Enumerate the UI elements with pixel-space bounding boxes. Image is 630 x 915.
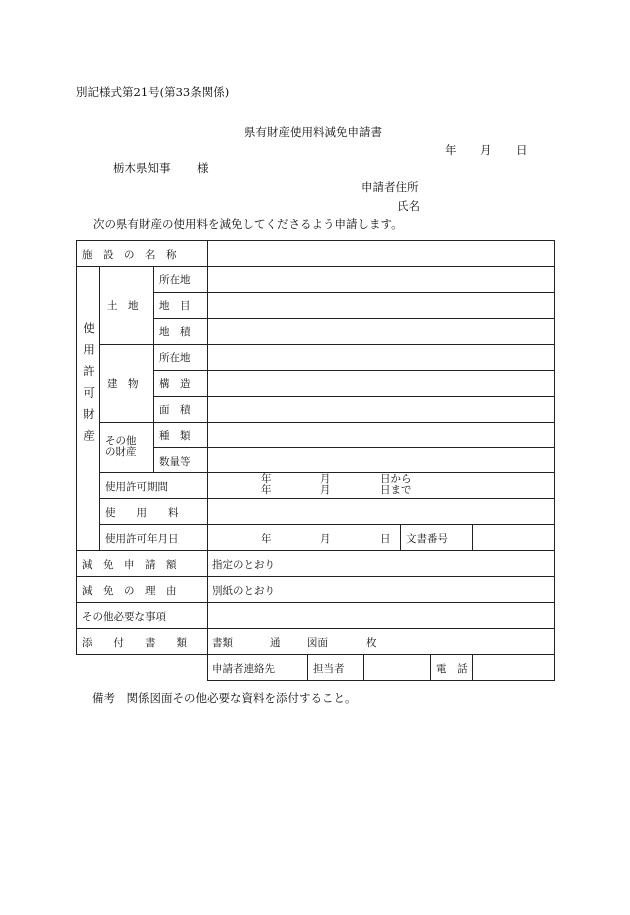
permit-date-label: 使用許可年月日: [105, 533, 179, 545]
permit-date-year: 年: [261, 533, 272, 545]
attachments-documents: 書類: [212, 637, 233, 649]
date-year: 年: [445, 143, 457, 157]
land-category-label: 地 目: [159, 300, 191, 312]
applicant-contact-label: 申請者連絡先: [212, 663, 275, 675]
usage-fee-label: 使 用 料: [105, 507, 179, 519]
land-location-label: 所在地: [159, 274, 191, 286]
period-end-month: 月: [320, 484, 331, 496]
attachments-documents-unit: 通: [270, 637, 281, 649]
land-area-label: 地 積: [159, 326, 191, 338]
permit-date-month: 月: [320, 533, 331, 545]
other-type-label: 種 類: [159, 430, 191, 442]
building-location-label: 所在地: [159, 352, 191, 364]
honorific: 様: [197, 161, 209, 175]
form-number: 別記様式第21号(第33条関係): [76, 85, 230, 99]
period-start-year: 年: [261, 473, 272, 485]
permit-date-day: 日: [380, 533, 391, 545]
applicant-address-label: 申請者住所: [361, 180, 419, 194]
period-end-year: 年: [261, 484, 272, 496]
permit-period-label: 使用許可期間: [105, 481, 168, 493]
date-month: 月: [480, 143, 492, 157]
building-area-label: 面 積: [159, 404, 191, 416]
other-items-label: その他必要な事項: [82, 611, 166, 623]
attachments-label: 添 付 書 類: [82, 637, 187, 649]
attachments-drawings: 図面: [307, 637, 328, 649]
period-end-day: 日まで: [380, 484, 412, 496]
phone-label: 電 話: [436, 663, 468, 675]
addressee: 栃木県知事: [113, 161, 171, 175]
other-quantity-label: 数量等: [159, 456, 191, 468]
facility-name-label: 施 設 の 名 称: [82, 249, 177, 261]
building-structure-label: 構 造: [159, 378, 191, 390]
attachments-drawings-unit: 枚: [366, 637, 377, 649]
building-label: 建 物: [107, 378, 139, 390]
reduction-reason-label: 減 免 の 理 由: [82, 585, 177, 597]
intro-text: 次の県有財産の使用料を減免してくださるよう申請します。: [93, 217, 403, 231]
period-start-day: 日から: [380, 473, 412, 485]
remarks-note: 備考 関係図面その他必要な資料を添付すること。: [92, 691, 357, 705]
reduction-reason-value: 別紙のとおり: [212, 585, 275, 597]
other-property-label-line1: その他: [105, 435, 137, 447]
person-in-charge-label: 担当者: [313, 663, 345, 675]
document-title: 県有財産使用料減免申請書: [244, 125, 382, 139]
reduction-amount-label: 減 免 申 請 額: [82, 559, 177, 571]
land-label: 土 地: [107, 300, 139, 312]
reduction-amount-value: 指定のとおり: [212, 559, 275, 571]
permitted-property-label: 使用許可財産: [82, 322, 96, 451]
date-day: 日: [516, 143, 528, 157]
applicant-name-label: 氏名: [397, 199, 420, 213]
period-start-month: 月: [320, 473, 331, 485]
other-property-label-line2: の財産: [105, 446, 137, 458]
document-number-label: 文書番号: [406, 533, 448, 545]
